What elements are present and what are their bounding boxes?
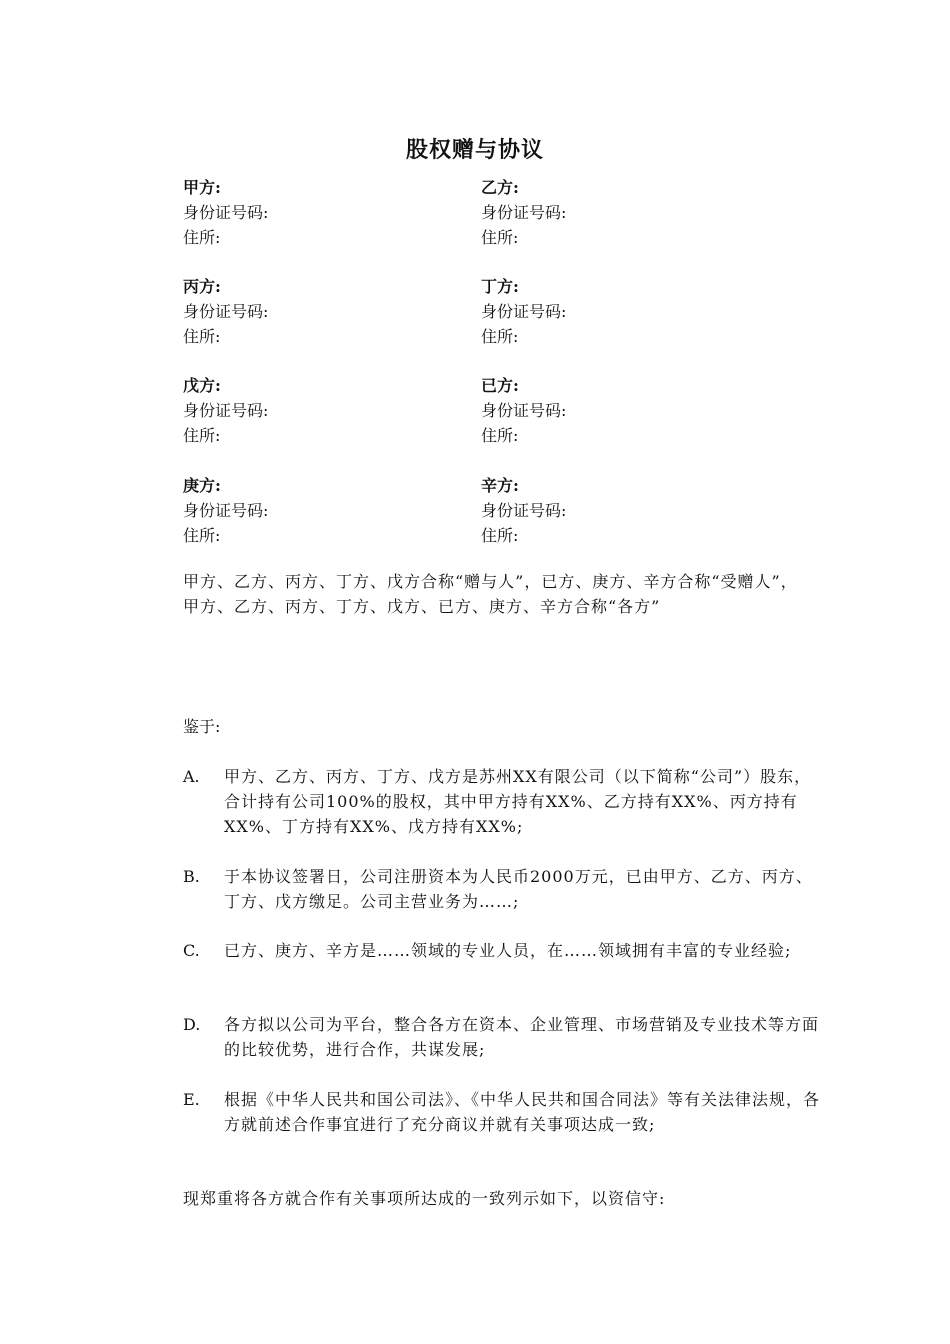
party-block-ji [481, 373, 781, 448]
clause-text: 于本协议签署日，公司注册资本为人民币2000万元，已由甲方、乙方、丙方、丁方、戊方缴足。公司主营业务为……; [224, 867, 813, 911]
party-block-geng [183, 473, 483, 548]
closing-statement: 现郑重将各方就合作有关事项所达成的一致列示如下，以资信守: [183, 1189, 666, 1208]
address-label: 住所: [183, 526, 221, 545]
id-number-label: 身份证号码: [481, 302, 567, 321]
party-name: 辛方: [481, 476, 519, 495]
party-name: 甲方: [183, 178, 221, 197]
party-name: 乙方: [481, 178, 519, 197]
whereas-clause-e [183, 1087, 823, 1137]
id-number-label: 身份证号码: [183, 401, 269, 420]
clause-letter: E. [183, 1090, 200, 1109]
address-label: 住所: [481, 228, 519, 247]
whereas-label: 鉴于: [183, 717, 221, 736]
whereas-clause-a [183, 764, 823, 839]
id-number-label: 身份证号码: [183, 302, 269, 321]
clause-letter: A. [183, 767, 200, 786]
address-label: 住所: [481, 426, 519, 445]
id-number-label: 身份证号码: [481, 501, 567, 520]
whereas-clause-b [183, 864, 823, 914]
clause-text: 根据《中华人民共和国公司法》、《中华人民共和国合同法》等有关法律法规，各方就前述合作事宜进行了充分商议并就有关事项达成一致; [224, 1090, 821, 1134]
id-number-label: 身份证号码: [183, 203, 269, 222]
clause-text: 已方、庚方、辛方是……领域的专业人员，在……领域拥有丰富的专业经验; [224, 941, 792, 960]
parties-definition-paragraph: 甲方、乙方、丙方、丁方、戊方合称“赠与人”，已方、庚方、辛方合称“受赠人”，甲方、乙方、丙方、丁方、戊方、已方、庚方、辛方合称“各方” [183, 572, 798, 616]
address-label: 住所: [183, 327, 221, 346]
party-block-wu [183, 373, 483, 448]
whereas-clause-c [183, 938, 823, 963]
clause-letter: D. [183, 1015, 201, 1034]
address-label: 住所: [481, 327, 519, 346]
party-block-jia [183, 175, 483, 250]
party-block-ding [481, 274, 781, 349]
id-number-label: 身份证号码: [481, 401, 567, 420]
clause-letter: B. [183, 867, 200, 886]
whereas-clause-d [183, 1012, 823, 1062]
address-label: 住所: [481, 526, 519, 545]
party-name: 戊方: [183, 376, 221, 395]
clause-letter: C. [183, 941, 200, 960]
party-name: 丙方: [183, 277, 221, 296]
id-number-label: 身份证号码: [481, 203, 567, 222]
party-name: 庚方: [183, 476, 221, 495]
party-block-xin [481, 473, 781, 548]
party-block-bing [183, 274, 483, 349]
address-label: 住所: [183, 426, 221, 445]
clause-text: 甲方、乙方、丙方、丁方、戊方是苏州XX有限公司（以下简称“公司”）股东，合计持有公司100%的股权，其中甲方持有XX%、乙方持有XX%、丙方持有XX%、丁方持有XX%、戊方持有XX%; [224, 767, 812, 836]
address-label: 住所: [183, 228, 221, 247]
id-number-label: 身份证号码: [183, 501, 269, 520]
party-name: 丁方: [481, 277, 519, 296]
document-title: 股权赠与协议 [405, 137, 544, 163]
party-block-yi [481, 175, 781, 250]
clause-text: 各方拟以公司为平台，整合各方在资本、企业管理、市场营销及专业技术等方面的比较优势，进行合作，共谋发展; [224, 1015, 820, 1059]
party-name: 已方: [481, 376, 519, 395]
